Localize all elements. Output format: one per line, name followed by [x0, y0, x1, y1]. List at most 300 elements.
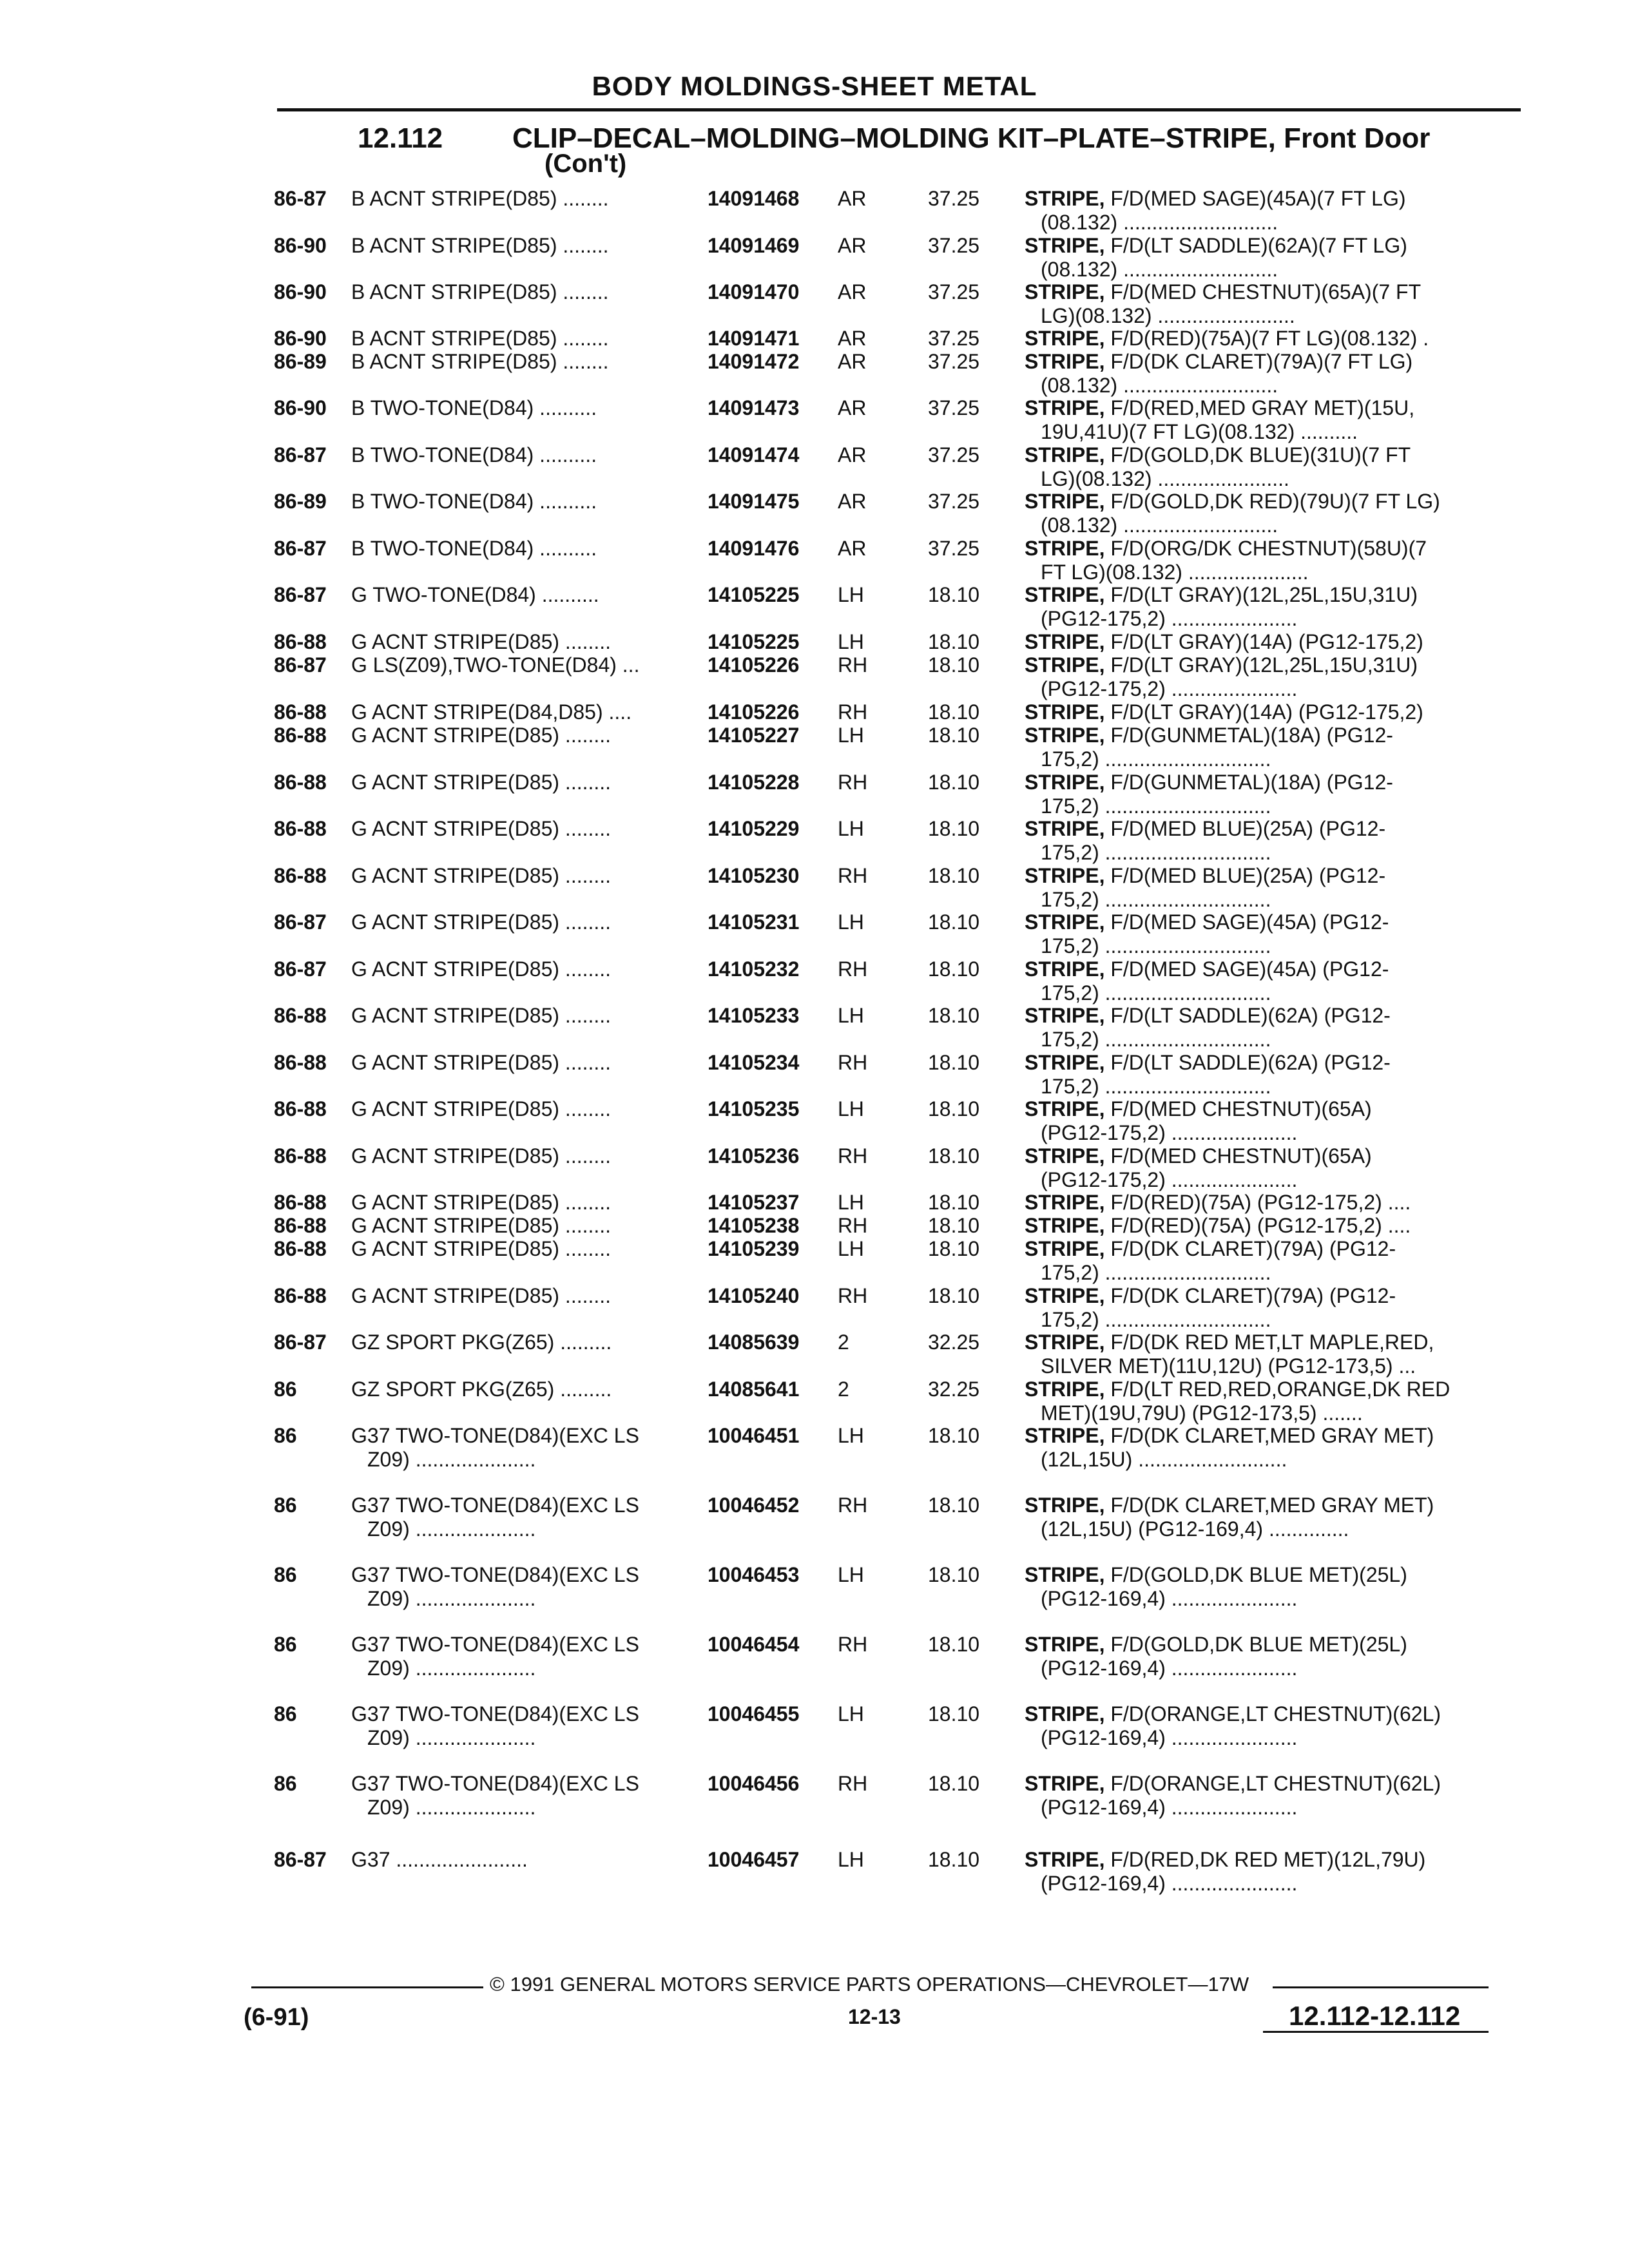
part-number: 10046452 [708, 1494, 800, 1517]
part-note-cont: 175,2) ............................. [1041, 747, 1271, 771]
part-note [1025, 350, 1412, 374]
part-price: 18.10 [928, 864, 980, 887]
part-description: G ACNT STRIPE(D85) ........ [351, 910, 612, 934]
part-side: AR [838, 396, 867, 419]
part-note-label: STRIPE, [1025, 630, 1105, 653]
part-note-cont: (PG12-169,4) ...................... [1041, 1587, 1298, 1610]
part-description: G ACNT STRIPE(D85) ........ [351, 724, 612, 747]
part-number: 14091474 [708, 443, 800, 466]
model-years: 86-87 [274, 187, 327, 210]
part-note [1025, 490, 1440, 514]
footer-page-number: 12-13 [848, 2005, 901, 2028]
part-note-text: F/D(LT SADDLE)(62A) (PG12- [1104, 1004, 1391, 1027]
footer-section-range: 12.112-12.112 [1289, 2001, 1461, 2031]
part-note-label: STRIPE, [1025, 771, 1105, 794]
part-number: 14091470 [708, 280, 800, 303]
part-note-label: STRIPE, [1025, 910, 1105, 934]
part-note-cont: 175,2) ............................. [1041, 794, 1271, 818]
part-number: 14105233 [708, 1004, 800, 1027]
footer-rule-bottom [1263, 2031, 1489, 2033]
part-note [1025, 1702, 1441, 1726]
part-number: 14105225 [708, 630, 800, 653]
part-side: 2 [838, 1378, 849, 1401]
part-note-label: STRIPE, [1025, 1633, 1105, 1656]
part-number: 14105226 [708, 653, 800, 677]
model-years: 86 [274, 1772, 297, 1795]
part-note-text: F/D(RED)(75A)(7 FT LG)(08.132) . [1104, 327, 1429, 350]
part-description: G ACNT STRIPE(D85) ........ [351, 1237, 612, 1260]
part-note [1025, 1144, 1372, 1168]
part-note-cont: SILVER MET)(11U,12U) (PG12-173,5) ... [1041, 1354, 1416, 1378]
part-note [1025, 864, 1385, 888]
part-number: 10046457 [708, 1848, 800, 1871]
part-note-label: STRIPE, [1025, 864, 1105, 887]
part-note-label: STRIPE, [1025, 280, 1105, 303]
part-note-text: F/D(LT GRAY)(12L,25L,15U,31U) [1104, 653, 1418, 677]
part-note-text: F/D(DK CLARET)(79A) (PG12- [1104, 1284, 1396, 1307]
model-years: 86-88 [274, 1191, 327, 1214]
part-note-cont: 175,2) ............................. [1041, 888, 1271, 911]
part-number: 14091473 [708, 396, 800, 419]
part-note-label: STRIPE, [1025, 490, 1105, 513]
model-years: 86-90 [274, 327, 327, 350]
part-number: 14105226 [708, 700, 800, 724]
part-number: 14105231 [708, 910, 800, 934]
part-side: LH [838, 1097, 864, 1120]
part-description: G37 ....................... [351, 1848, 528, 1871]
part-note-label: STRIPE, [1025, 583, 1105, 606]
part-note-cont: (PG12-169,4) ...................... [1041, 1657, 1298, 1680]
model-years: 86 [274, 1494, 297, 1517]
model-years: 86-88 [274, 817, 327, 840]
part-note-cont: 175,2) ............................. [1041, 1075, 1271, 1098]
part-note [1025, 724, 1393, 747]
part-description: B TWO-TONE(D84) .......... [351, 537, 597, 560]
part-price: 18.10 [928, 1424, 980, 1447]
part-note [1025, 187, 1405, 211]
part-description: G ACNT STRIPE(D85) ........ [351, 630, 612, 653]
part-note-label: STRIPE, [1025, 1331, 1105, 1354]
part-note [1025, 280, 1421, 304]
part-note-label: STRIPE, [1025, 1772, 1105, 1795]
part-price: 37.25 [928, 537, 980, 560]
part-number: 14105227 [708, 724, 800, 747]
part-note-text: F/D(MED CHESTNUT)(65A) [1104, 1144, 1372, 1168]
part-side: 2 [838, 1331, 849, 1354]
part-note-text: F/D(GOLD,DK BLUE MET)(25L) [1104, 1563, 1407, 1586]
part-description: B TWO-TONE(D84) .......... [351, 490, 597, 513]
part-note-text: F/D(DK CLARET,MED GRAY MET) [1104, 1494, 1434, 1517]
model-years: 86-88 [274, 771, 327, 794]
part-note-label: STRIPE, [1025, 817, 1105, 840]
model-years: 86-87 [274, 1331, 327, 1354]
part-note [1025, 771, 1393, 794]
part-price: 18.10 [928, 1191, 980, 1214]
part-description-cont: Z09) ..................... [367, 1517, 536, 1541]
part-side: RH [838, 653, 868, 677]
part-note [1025, 653, 1418, 677]
part-price: 37.25 [928, 443, 980, 466]
part-description: G37 TWO-TONE(D84)(EXC LS [351, 1702, 639, 1725]
part-note-label: STRIPE, [1025, 1097, 1105, 1120]
part-note [1025, 1097, 1372, 1121]
part-side: LH [838, 1848, 864, 1871]
section-continued: (Con't) [545, 149, 627, 178]
part-note-cont: (PG12-169,4) ...................... [1041, 1726, 1298, 1749]
part-description: G ACNT STRIPE(D85) ........ [351, 771, 612, 794]
part-note [1025, 1284, 1396, 1308]
part-price: 18.10 [928, 1051, 980, 1074]
part-note-text: F/D(GUNMETAL)(18A) (PG12- [1104, 771, 1393, 794]
part-side: LH [838, 1237, 864, 1260]
part-description: GZ SPORT PKG(Z65) ......... [351, 1378, 612, 1401]
model-years: 86-87 [274, 537, 327, 560]
part-note-label: STRIPE, [1025, 1214, 1105, 1237]
part-note-cont: (PG12-175,2) ...................... [1041, 677, 1298, 700]
part-note-text: F/D(MED CHESTNUT)(65A) [1104, 1097, 1372, 1120]
part-note-cont: MET)(19U,79U) (PG12-173,5) ....... [1041, 1401, 1363, 1425]
part-price: 18.10 [928, 957, 980, 981]
part-description: G ACNT STRIPE(D84,D85) .... [351, 700, 632, 724]
model-years: 86-90 [274, 234, 327, 257]
part-note-label: STRIPE, [1025, 187, 1105, 210]
section-number: 12.112 [358, 122, 443, 154]
part-description: G ACNT STRIPE(D85) ........ [351, 817, 612, 840]
part-price: 37.25 [928, 350, 980, 373]
part-note [1025, 1494, 1434, 1517]
part-note-cont: (08.132) ........................... [1041, 211, 1278, 234]
model-years: 86-89 [274, 350, 327, 373]
part-description: G37 TWO-TONE(D84)(EXC LS [351, 1424, 639, 1447]
part-number: 14091475 [708, 490, 800, 513]
part-note-label: STRIPE, [1025, 957, 1105, 981]
part-price: 32.25 [928, 1378, 980, 1401]
part-note [1025, 630, 1423, 654]
part-description-cont: Z09) ..................... [367, 1657, 536, 1680]
part-side: AR [838, 537, 867, 560]
part-number: 14085641 [708, 1378, 800, 1401]
part-price: 37.25 [928, 327, 980, 350]
model-years: 86-87 [274, 957, 327, 981]
part-description: B TWO-TONE(D84) .......... [351, 443, 597, 466]
part-side: RH [838, 700, 868, 724]
part-side: LH [838, 630, 864, 653]
part-note-text: F/D(LT GRAY)(14A) (PG12-175,2) [1104, 700, 1423, 724]
part-number: 10046456 [708, 1772, 800, 1795]
page-header: BODY MOLDINGS-SHEET METAL [592, 71, 1037, 101]
section-title: CLIP–DECAL–MOLDING–MOLDING KIT–PLATE–STRIPE, Front Door [512, 122, 1431, 154]
part-number: 10046453 [708, 1563, 800, 1586]
part-side: RH [838, 1214, 868, 1237]
model-years: 86-88 [274, 1097, 327, 1120]
part-description: G TWO-TONE(D84) .......... [351, 583, 599, 606]
part-price: 18.10 [928, 1772, 980, 1795]
part-note [1025, 234, 1407, 258]
part-note-text: F/D(MED SAGE)(45A) (PG12- [1104, 957, 1389, 981]
part-price: 37.25 [928, 396, 980, 419]
part-note [1025, 1424, 1434, 1448]
part-note-label: STRIPE, [1025, 234, 1105, 257]
part-note [1025, 817, 1385, 841]
part-note-label: STRIPE, [1025, 1494, 1105, 1517]
part-note-cont: 19U,41U)(7 FT LG)(08.132) .......... [1041, 420, 1358, 443]
part-note-text: F/D(MED SAGE)(45A) (PG12- [1104, 910, 1389, 934]
part-note-label: STRIPE, [1025, 653, 1105, 677]
part-number: 10046451 [708, 1424, 800, 1447]
part-description: B ACNT STRIPE(D85) ........ [351, 327, 609, 350]
part-description: B ACNT STRIPE(D85) ........ [351, 234, 609, 257]
part-description: B ACNT STRIPE(D85) ........ [351, 187, 609, 210]
part-note-cont: (12L,15U) (PG12-169,4) .............. [1041, 1517, 1349, 1541]
part-side: RH [838, 1494, 868, 1517]
part-note-label: STRIPE, [1025, 1144, 1105, 1168]
part-note-text: F/D(RED,DK RED MET)(12L,79U) [1104, 1848, 1426, 1871]
part-note-text: F/D(DK CLARET)(79A) (PG12- [1104, 1237, 1396, 1260]
part-note-label: STRIPE, [1025, 537, 1105, 560]
part-note-label: STRIPE, [1025, 1378, 1105, 1401]
part-number: 14105234 [708, 1051, 800, 1074]
part-note-text: F/D(GUNMETAL)(18A) (PG12- [1104, 724, 1393, 747]
part-note-text: F/D(RED,MED GRAY MET)(15U, [1104, 396, 1415, 419]
part-price: 18.10 [928, 1494, 980, 1517]
part-number: 14105236 [708, 1144, 800, 1168]
part-side: AR [838, 350, 867, 373]
part-note-label: STRIPE, [1025, 1848, 1105, 1871]
part-note-text: F/D(DK CLARET)(79A)(7 FT LG) [1104, 350, 1413, 373]
part-description: G ACNT STRIPE(D85) ........ [351, 1004, 612, 1027]
part-note-cont: (08.132) ........................... [1041, 258, 1278, 281]
part-description: G ACNT STRIPE(D85) ........ [351, 1284, 612, 1307]
part-description-cont: Z09) ..................... [367, 1796, 536, 1819]
part-price: 37.25 [928, 490, 980, 513]
part-note [1025, 1051, 1391, 1075]
part-side: RH [838, 957, 868, 981]
part-side: LH [838, 910, 864, 934]
part-side: AR [838, 187, 867, 210]
part-price: 37.25 [928, 187, 980, 210]
part-description: G37 TWO-TONE(D84)(EXC LS [351, 1563, 639, 1586]
part-note-cont: (08.132) ........................... [1041, 514, 1278, 537]
part-description: G37 TWO-TONE(D84)(EXC LS [351, 1494, 639, 1517]
part-price: 18.10 [928, 1097, 980, 1120]
part-description: G ACNT STRIPE(D85) ........ [351, 1214, 612, 1237]
part-side: LH [838, 817, 864, 840]
model-years: 86-88 [274, 1237, 327, 1260]
part-description: B ACNT STRIPE(D85) ........ [351, 280, 609, 303]
part-note-text: F/D(MED BLUE)(25A) (PG12- [1104, 817, 1386, 840]
part-note [1025, 396, 1414, 420]
part-number: 14091468 [708, 187, 800, 210]
part-price: 18.10 [928, 817, 980, 840]
part-description: G ACNT STRIPE(D85) ........ [351, 957, 612, 981]
part-price: 18.10 [928, 1237, 980, 1260]
part-side: LH [838, 1191, 864, 1214]
footer-copyright: © 1991 GENERAL MOTORS SERVICE PARTS OPERATIONS—CHEVROLET—17W [490, 1973, 1249, 1995]
part-price: 18.10 [928, 910, 980, 934]
model-years: 86-87 [274, 443, 327, 466]
part-description: GZ SPORT PKG(Z65) ......... [351, 1331, 612, 1354]
part-note-cont: (PG12-169,4) ...................... [1041, 1796, 1298, 1819]
part-note-text: F/D(LT SADDLE)(62A) (PG12- [1104, 1051, 1391, 1074]
part-note-label: STRIPE, [1025, 1237, 1105, 1260]
part-note-cont: (PG12-175,2) ...................... [1041, 1121, 1298, 1144]
model-years: 86-88 [274, 1004, 327, 1027]
model-years: 86 [274, 1563, 297, 1586]
part-description-cont: Z09) ..................... [367, 1448, 536, 1471]
footer-rule-left [251, 1986, 483, 1988]
part-price: 37.25 [928, 280, 980, 303]
part-number: 14091469 [708, 234, 800, 257]
part-price: 18.10 [928, 1214, 980, 1237]
part-note [1025, 1772, 1441, 1796]
model-years: 86 [274, 1702, 297, 1725]
part-note-cont: (08.132) ........................... [1041, 374, 1278, 397]
part-note [1025, 1633, 1407, 1657]
part-note-label: STRIPE, [1025, 1191, 1105, 1214]
part-side: LH [838, 583, 864, 606]
part-side: AR [838, 234, 867, 257]
model-years: 86-88 [274, 630, 327, 653]
part-note [1025, 957, 1389, 981]
part-side: LH [838, 1702, 864, 1725]
part-note-text: F/D(MED CHESTNUT)(65A)(7 FT [1104, 280, 1422, 303]
part-price: 37.25 [928, 234, 980, 257]
part-side: LH [838, 1424, 864, 1447]
part-price: 32.25 [928, 1331, 980, 1354]
part-note [1025, 1378, 1450, 1401]
part-side: RH [838, 864, 868, 887]
part-note [1025, 1004, 1391, 1028]
part-note [1025, 700, 1423, 724]
part-side: RH [838, 771, 868, 794]
part-note-text: F/D(RED)(75A) (PG12-175,2) .... [1104, 1214, 1411, 1237]
part-note-cont: 175,2) ............................. [1041, 981, 1271, 1004]
part-description: G ACNT STRIPE(D85) ........ [351, 1144, 612, 1168]
part-note [1025, 1237, 1396, 1261]
model-years: 86-88 [274, 700, 327, 724]
part-description-cont: Z09) ..................... [367, 1587, 536, 1610]
model-years: 86-88 [274, 864, 327, 887]
part-note-cont: 175,2) ............................. [1041, 1028, 1271, 1051]
part-note-text: F/D(LT GRAY)(14A) (PG12-175,2) [1104, 630, 1423, 653]
part-note-cont: (PG12-175,2) ...................... [1041, 607, 1298, 630]
part-note [1025, 1191, 1411, 1215]
part-note [1025, 1563, 1407, 1587]
part-note-text: F/D(ORANGE,LT CHESTNUT)(62L) [1104, 1772, 1441, 1795]
part-description: G37 TWO-TONE(D84)(EXC LS [351, 1772, 639, 1795]
part-number: 14105235 [708, 1097, 800, 1120]
part-note-cont: LG)(08.132) ....................... [1041, 467, 1289, 490]
part-note-cont: FT LG)(08.132) ..................... [1041, 561, 1309, 584]
part-description: G ACNT STRIPE(D85) ........ [351, 1191, 612, 1214]
part-note-text: F/D(LT RED,RED,ORANGE,DK RED [1104, 1378, 1451, 1401]
part-note-text: F/D(GOLD,DK BLUE)(31U)(7 FT [1104, 443, 1411, 466]
model-years: 86-88 [274, 724, 327, 747]
part-side: AR [838, 280, 867, 303]
part-note-text: F/D(RED)(75A) (PG12-175,2) .... [1104, 1191, 1411, 1214]
part-number: 14091471 [708, 327, 800, 350]
part-price: 18.10 [928, 1633, 980, 1656]
part-number: 14105225 [708, 583, 800, 606]
part-note-text: F/D(GOLD,DK RED)(79U)(7 FT LG) [1104, 490, 1440, 513]
part-note [1025, 583, 1418, 607]
part-note [1025, 1214, 1411, 1238]
part-price: 18.10 [928, 700, 980, 724]
part-description-cont: Z09) ..................... [367, 1726, 536, 1749]
part-description: G ACNT STRIPE(D85) ........ [351, 1051, 612, 1074]
model-years: 86-90 [274, 396, 327, 419]
part-price: 18.10 [928, 630, 980, 653]
part-note-cont: 175,2) ............................. [1041, 934, 1271, 957]
part-note-cont: (PG12-175,2) ...................... [1041, 1168, 1298, 1191]
part-number: 14105238 [708, 1214, 800, 1237]
part-price: 18.10 [928, 653, 980, 677]
part-note-label: STRIPE, [1025, 724, 1105, 747]
part-side: RH [838, 1284, 868, 1307]
footer-rule-right [1273, 1986, 1489, 1988]
part-note-label: STRIPE, [1025, 1004, 1105, 1027]
part-price: 18.10 [928, 771, 980, 794]
part-note-label: STRIPE, [1025, 1424, 1105, 1447]
part-number: 14091472 [708, 350, 800, 373]
part-note [1025, 910, 1389, 934]
part-number: 10046454 [708, 1633, 800, 1656]
model-years: 86-88 [274, 1051, 327, 1074]
footer-revision: (6-91) [244, 2004, 309, 2031]
model-years: 86 [274, 1633, 297, 1656]
part-side: LH [838, 1004, 864, 1027]
model-years: 86-89 [274, 490, 327, 513]
part-note-text: F/D(LT SADDLE)(62A)(7 FT LG) [1104, 234, 1407, 257]
part-note [1025, 1331, 1434, 1354]
part-description: G ACNT STRIPE(D85) ........ [351, 1097, 612, 1120]
part-note-label: STRIPE, [1025, 350, 1105, 373]
model-years: 86 [274, 1378, 297, 1401]
part-price: 18.10 [928, 1563, 980, 1586]
part-note-cont: (12L,15U) .......................... [1041, 1448, 1287, 1471]
part-note [1025, 327, 1429, 351]
part-note-cont: 175,2) ............................. [1041, 1261, 1271, 1284]
part-price: 18.10 [928, 1848, 980, 1871]
model-years: 86-87 [274, 1848, 327, 1871]
part-note-label: STRIPE, [1025, 327, 1105, 350]
part-side: RH [838, 1051, 868, 1074]
part-side: AR [838, 443, 867, 466]
model-years: 86-90 [274, 280, 327, 303]
part-side: LH [838, 1563, 864, 1586]
part-number: 14105237 [708, 1191, 800, 1214]
part-note-cont: (PG12-169,4) ...................... [1041, 1872, 1298, 1895]
part-number: 10046455 [708, 1702, 800, 1725]
part-note-text: F/D(GOLD,DK BLUE MET)(25L) [1104, 1633, 1407, 1656]
part-number: 14105239 [708, 1237, 800, 1260]
model-years: 86-87 [274, 653, 327, 677]
part-side: RH [838, 1144, 868, 1168]
part-side: RH [838, 1633, 868, 1656]
part-note-text: F/D(MED BLUE)(25A) (PG12- [1104, 864, 1386, 887]
part-side: LH [838, 724, 864, 747]
part-number: 14105240 [708, 1284, 800, 1307]
part-description: B TWO-TONE(D84) .......... [351, 396, 597, 419]
part-number: 14105230 [708, 864, 800, 887]
part-number: 14091476 [708, 537, 800, 560]
part-note-text: F/D(DK CLARET,MED GRAY MET) [1104, 1424, 1434, 1447]
model-years: 86-87 [274, 910, 327, 934]
part-note [1025, 443, 1411, 467]
part-note-label: STRIPE, [1025, 1051, 1105, 1074]
part-note-label: STRIPE, [1025, 700, 1105, 724]
part-note-cont: LG)(08.132) ........................ [1041, 304, 1295, 327]
